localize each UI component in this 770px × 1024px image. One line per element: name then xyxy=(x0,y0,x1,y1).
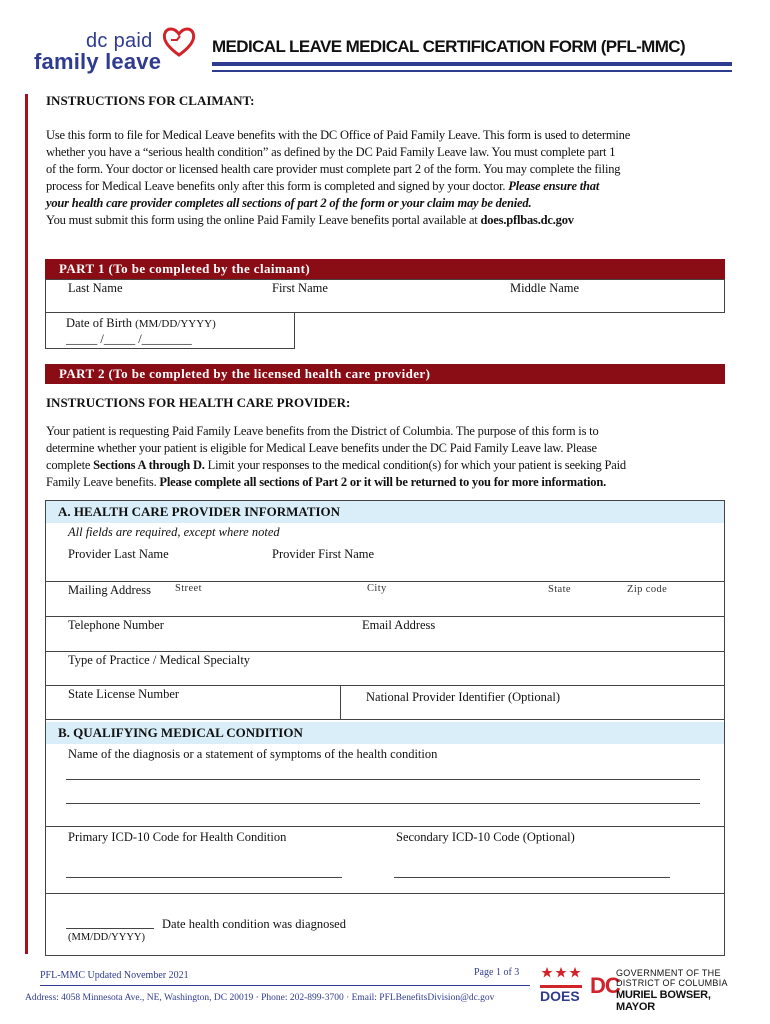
primary-icd-label: Primary ICD-10 Code for Health Condition xyxy=(68,830,287,844)
city-label: City xyxy=(367,583,387,594)
provider-instructions-body xyxy=(46,423,736,491)
last-name-label: Last Name xyxy=(68,281,123,295)
section-a-heading: A. HEALTH CARE PROVIDER INFORMATION xyxy=(46,501,724,523)
row-divider xyxy=(45,581,725,582)
claimant-instructions-heading: INSTRUCTIONS FOR CLAIMANT: xyxy=(46,93,255,108)
column-divider xyxy=(340,685,341,720)
state-label: State xyxy=(548,584,571,595)
logo-text-bottom: family leave xyxy=(34,49,162,74)
instruction-line: Use this form to file for Medical Leave benefits with the DC Office of Paid Family Leave. This form is used to determine xyxy=(46,128,631,142)
claimant-instructions-body xyxy=(46,127,736,229)
telephone-label: Telephone Number xyxy=(68,618,164,632)
heart-logo-icon xyxy=(161,24,197,58)
form-title: MEDICAL LEAVE MEDICAL CERTIFICATION FORM (PFL-MMC) xyxy=(212,37,686,56)
provider-instructions-heading: INSTRUCTIONS FOR HEALTH CARE PROVIDER: xyxy=(46,395,351,410)
diagnosis-label: Name of the diagnosis or a statement of symptoms of the health condition xyxy=(68,747,438,761)
street-label: Street xyxy=(175,583,202,594)
dc-government-logo xyxy=(590,966,750,1013)
npi-label: National Provider Identifier (Optional) xyxy=(366,690,561,704)
gov-text-line2: DISTRICT OF COLUMBIA xyxy=(616,978,728,988)
provider-last-name-label: Provider Last Name xyxy=(68,547,169,561)
row-divider xyxy=(45,893,725,894)
primary-icd-input-line[interactable] xyxy=(66,877,342,878)
section-a-note: All fields are required, except where noted xyxy=(68,525,280,539)
instruction-line xyxy=(46,178,736,195)
logo-text-top: dc paid xyxy=(86,30,153,52)
row-divider xyxy=(45,719,725,720)
zip-label: Zip code xyxy=(627,584,668,595)
instruction-line: whether you have a “serious health condition” as defined by the DC Paid Family Leave law. You must complete part 1 xyxy=(46,145,616,159)
dob-label xyxy=(66,316,216,331)
part2-bar: PART 2 (To be completed by the licensed health care provider) xyxy=(45,364,725,384)
part1-bar: PART 1 (To be completed by the claimant) xyxy=(45,259,725,279)
instruction-emphasis: Please ensure that xyxy=(508,179,600,193)
dob-label-text: Date of Birth xyxy=(66,316,132,330)
instruction-line: of the form. Your doctor or licensed health care provider must complete part 2 of the form. You may complete the filing xyxy=(46,162,621,176)
instruction-bold: Please complete all sections of Part 2 or it will be returned to you for more information. xyxy=(159,475,607,489)
instruction-line: determine whether your patient is eligible for Medical Leave benefits under the DC Paid Family Leave law. Please xyxy=(46,441,597,455)
dc-mark: DC xyxy=(590,973,620,998)
instruction-text: You must submit this form using the online Paid Family Leave benefits portal available at xyxy=(46,213,481,227)
row-divider xyxy=(45,616,725,617)
middle-name-label: Middle Name xyxy=(510,281,580,295)
first-name-label: First Name xyxy=(272,281,328,295)
instruction-text: Limit your responses to the medical condition(s) for which your patient is seeking Paid xyxy=(204,458,626,472)
diagnosed-date-format: (MM/DD/YYYY) xyxy=(68,932,145,943)
row-divider xyxy=(45,651,725,652)
section-b-heading: B. QUALIFYING MEDICAL CONDITION xyxy=(46,722,724,744)
footer-rule xyxy=(40,985,530,986)
page-number: Page 1 of 3 xyxy=(474,967,520,978)
instruction-bold: Sections A through D. xyxy=(93,458,205,472)
practice-label: Type of Practice / Medical Specialty xyxy=(68,653,251,667)
instruction-text: complete xyxy=(46,458,94,472)
diagnosed-date-label: Date health condition was diagnosed xyxy=(162,917,346,931)
diagnosed-date-input-line[interactable] xyxy=(66,928,154,929)
gov-text-line1: GOVERNMENT OF THE xyxy=(616,968,721,978)
title-rule xyxy=(212,62,732,66)
instruction-line xyxy=(46,474,736,491)
provider-first-name-label: Provider First Name xyxy=(272,547,375,561)
instruction-text: process for Medical Leave benefits only after this form is completed and signed by your doctor. xyxy=(46,179,509,193)
portal-url[interactable]: does.pflbas.dc.gov xyxy=(480,213,574,227)
left-margin-bar xyxy=(25,94,28,954)
instruction-line: Your patient is requesting Paid Family Leave benefits from the District of Columbia. The purpose of this form is to xyxy=(46,424,599,438)
instruction-emphasis: your health care provider completes all sections of part 2 of the form or your claim may be denied. xyxy=(46,196,532,210)
name-fields-box xyxy=(45,279,725,313)
mailing-address-label: Mailing Address xyxy=(68,583,151,597)
instruction-line xyxy=(46,195,736,212)
dob-blank[interactable]: _____ /_____ /________ xyxy=(66,332,192,346)
secondary-icd-input-line[interactable] xyxy=(394,877,670,878)
instruction-line xyxy=(46,212,736,229)
instruction-line xyxy=(46,457,736,474)
footer-address: Address: 4058 Minnesota Ave., NE, Washington, DC 20019 · Phone: 202-899-3700 · Email: PFLBenefitsDivision@dc.gov xyxy=(25,993,495,1003)
email-label: Email Address xyxy=(362,618,436,632)
title-rule-thin xyxy=(212,70,732,72)
dc-flag-stars-icon xyxy=(540,966,582,980)
does-logo xyxy=(540,966,582,1006)
diagnosis-line-2[interactable] xyxy=(66,803,700,804)
does-logo-text: DOES xyxy=(540,988,580,1004)
gov-text-mayor: MURIEL BOWSER, MAYOR xyxy=(616,989,711,1013)
form-id: PFL-MMC Updated November 2021 xyxy=(40,970,189,981)
dob-format: (MM/DD/YYYY) xyxy=(135,318,216,330)
secondary-icd-label: Secondary ICD-10 Code (Optional) xyxy=(396,830,575,844)
instruction-text: Family Leave benefits. xyxy=(46,475,160,489)
row-divider xyxy=(45,685,725,686)
row-divider xyxy=(45,826,725,827)
diagnosis-line-1[interactable] xyxy=(66,779,700,780)
license-label: State License Number xyxy=(68,687,180,701)
